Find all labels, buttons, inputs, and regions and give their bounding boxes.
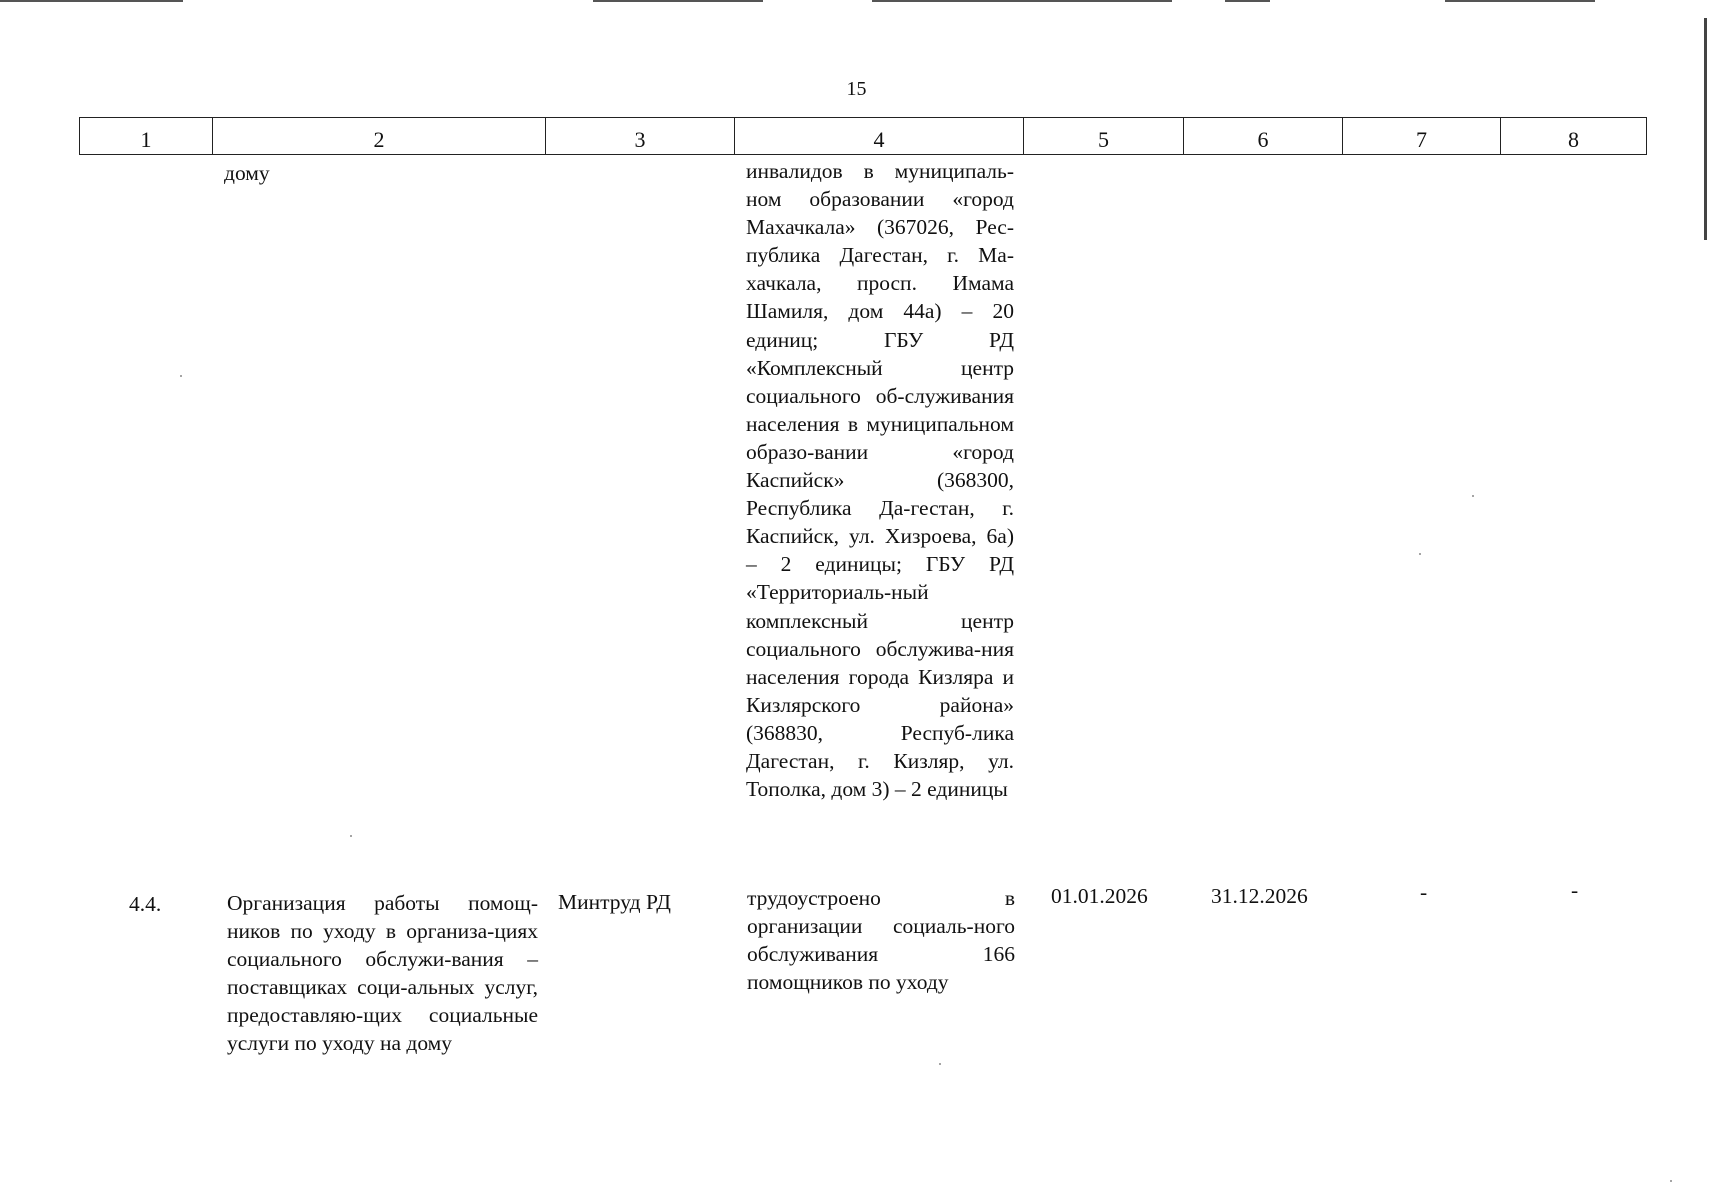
header-col-5: 5 xyxy=(1024,118,1184,155)
header-col-8: 8 xyxy=(1501,118,1647,155)
page-number: 15 xyxy=(846,78,867,100)
scan-speck xyxy=(1472,495,1474,497)
scan-edge-artifact xyxy=(593,0,763,2)
column-number-header xyxy=(79,117,1647,155)
row-responsible: Минтруд РД xyxy=(558,890,671,914)
scan-edge-artifact xyxy=(872,0,1172,2)
scan-edge-artifact xyxy=(1445,0,1595,2)
header-col-1: 1 xyxy=(80,118,213,155)
scan-edge-artifact xyxy=(0,0,183,2)
row-end-date: 31.12.2026 xyxy=(1211,884,1308,908)
continuation-col2-text: дому xyxy=(224,161,270,185)
header-col-7: 7 xyxy=(1343,118,1501,155)
scan-speck xyxy=(1419,553,1421,555)
scan-speck xyxy=(180,375,182,377)
row-col8-value: - xyxy=(1571,878,1579,902)
header-col-2: 2 xyxy=(213,118,546,155)
header-col-3: 3 xyxy=(546,118,735,155)
header-col-4: 4 xyxy=(735,118,1024,155)
scan-edge-artifact xyxy=(1704,18,1707,240)
row-col7-value: - xyxy=(1420,880,1428,904)
scan-speck xyxy=(350,835,352,837)
row-number: 4.4. xyxy=(129,892,162,916)
row-start-date: 01.01.2026 xyxy=(1051,884,1148,908)
row-measure-name: Организация работы помощ-ников по уходу в организа-циях социального обслужи-вания – поставщиках соци-альных услуг, предоставляю-щих социальные услуги по уходу на дому xyxy=(227,891,538,1056)
scan-edge-artifact xyxy=(1225,0,1270,2)
scan-speck xyxy=(939,1063,941,1065)
row-expected-result: трудоустроено в организации социаль-ного обслуживания 166 помощников по уходу xyxy=(747,886,1015,995)
header-col-6: 6 xyxy=(1184,118,1343,155)
continuation-col4-text: инвалидов в муниципаль-ном образовании «город Махачкала» (367026, Рес-публика Дагестан, г. Ма-хачкала, просп. Имама Шамиля, дом 44а) – 20 единиц; ГБУ РД «Комплексный центр социального об-служивания населения в муниципальном образо-вании «город Каспийск» (368300, Республика Да-гестан, г. Каспийск, ул. Хизроева, 6а) – 2 единицы; ГБУ РД «Территориаль-ный комплексный центр социального обслужива-ния населения города Кизляра и Кизлярского района» (368830, Респуб-лика Дагестан, г. Кизляр, ул. Тополка, дом 3) – 2 единицы xyxy=(746,159,1014,802)
scan-speck xyxy=(1670,1180,1672,1182)
